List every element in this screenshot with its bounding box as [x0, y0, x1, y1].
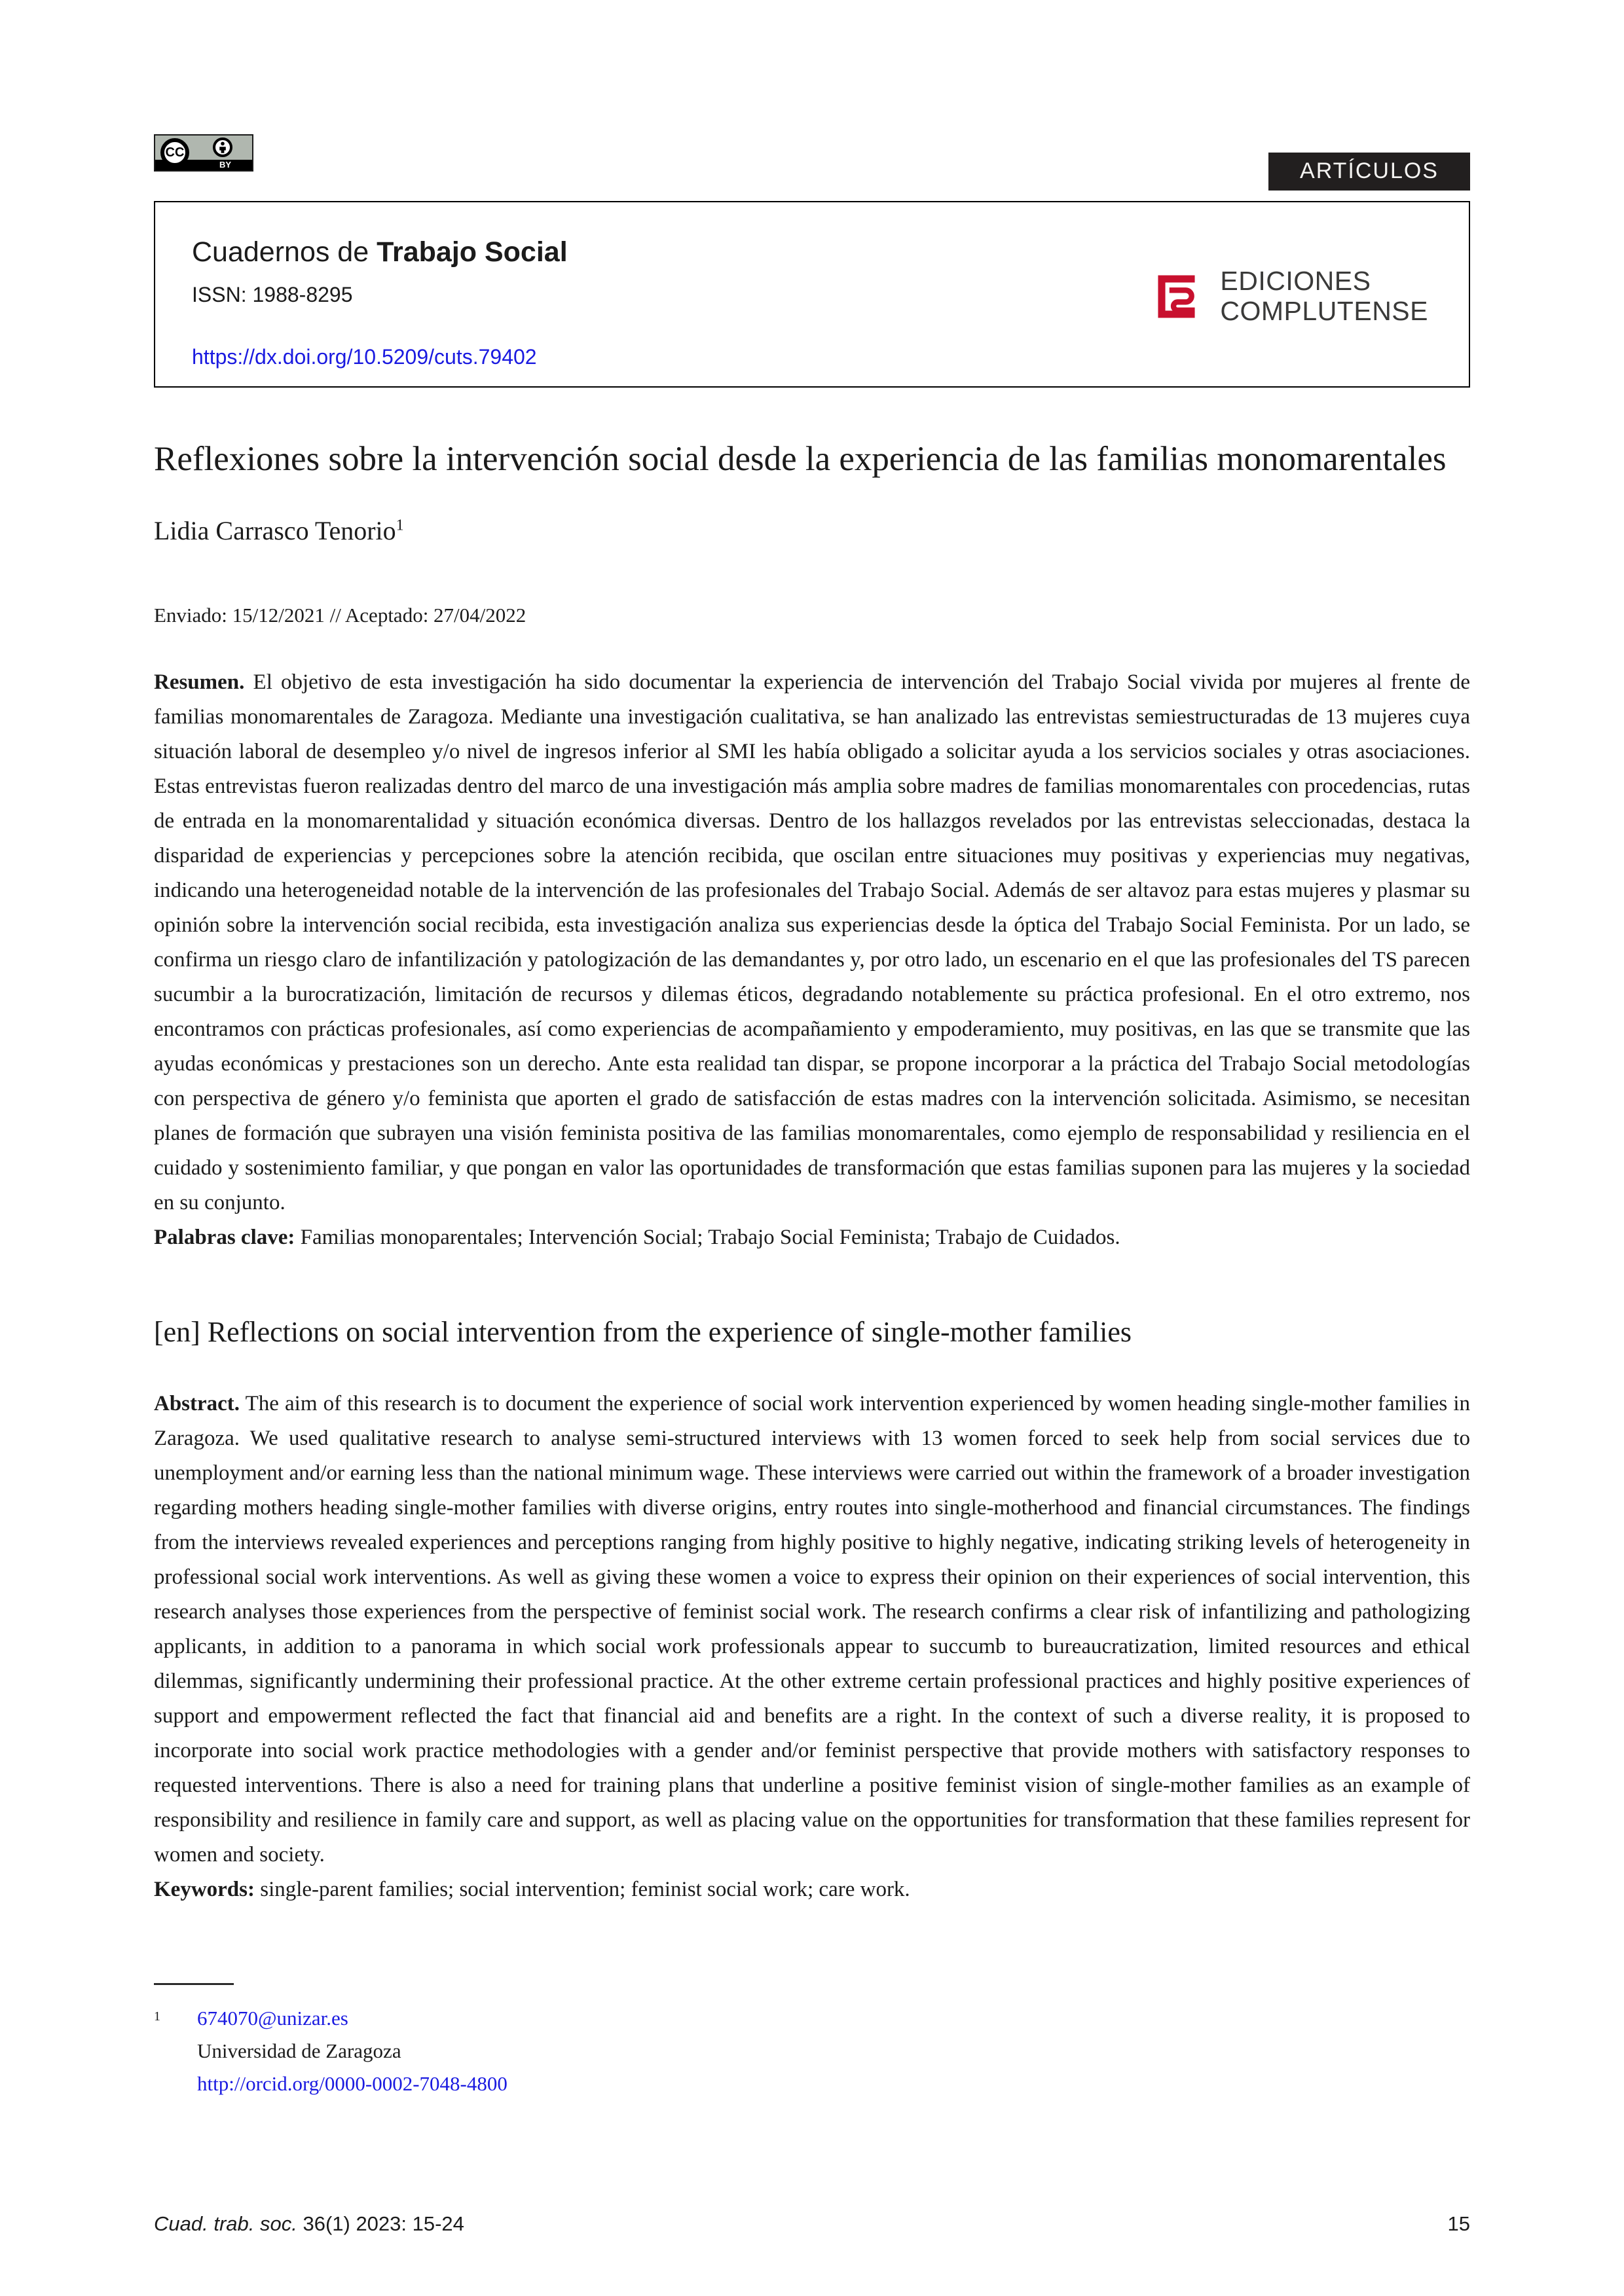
palabras-clave-label: Palabras clave:	[154, 1226, 295, 1250]
footnote-marker: 1	[154, 2009, 160, 2024]
journal-title-name: Trabajo Social	[377, 236, 568, 268]
publisher-name	[1220, 266, 1428, 327]
publisher-block	[1156, 266, 1428, 327]
cc-icon: CC	[160, 138, 189, 167]
author-name: Lidia Carrasco Tenorio	[154, 516, 396, 546]
ediciones-complutense-logo-icon	[1156, 273, 1203, 320]
top-badges-row	[154, 134, 1470, 183]
article-title-es: Reflexiones sobre la intervención social desde la experiencia de las familias monomarentales	[154, 440, 1447, 478]
journal-citation-volume: 36(1) 2023: 15-24	[297, 2212, 464, 2235]
person-icon	[213, 137, 232, 157]
author-line	[154, 515, 1470, 546]
resumen-paragraph	[154, 665, 1470, 1220]
keywords-text: single-parent families; social intervention; feminist social work; care work.	[254, 1878, 910, 1902]
article-title-en: [en] Reflections on social intervention from the experience of single-mother families	[154, 1316, 1132, 1349]
footnote-divider	[154, 1983, 234, 1985]
abstract-text: The aim of this research is to document the experience of social work intervention experienced by women heading single-mother families in Zaragoza. We used qualitative research to analyse semi-structured interviews with 13 women forced to seek help from social services due to unemployment and/or earning less than the national minimum wage. These interviews were carried out within the framework of a broader investigation regarding mothers heading single-mother families with diverse origins, entry routes into single-motherhood and financial circumstances. The findings from the interviews revealed experiences and perceptions ranging from highly positive to highly negative, indicating striking levels of heterogeneity in professional social work interventions. As well as giving these women a voice to express their opinion on their experiences of social intervention, this research analyses those experiences from the perspective of feminist social work. The research confirms a clear risk of infantilizing and pathologizing applicants, in addition to a panorama in which social work professionals appear to succumb to bureaucratization, limited resources and ethical dilemmas, significantly undermining their professional practice. At the other extreme certain professional practices and highly positive experiences of support and empowerment reflected the fact that financial aid and benefits are a right. In the context of such a diverse reality, it is proposed to incorporate into social work practice methodologies with a gender and/or feminist perspective that provide mothers with satisfactory responses to requested interventions. There is also a need for training plans that underline a positive feminist vision of single-mother families as an example of responsibility and resilience in family care and support, as well as placing value on the opportunities for transformation that these families represent for women and society.	[154, 1392, 1470, 1867]
publisher-name-line2: COMPLUTENSE	[1220, 295, 1428, 326]
author-orcid-link[interactable]: http://orcid.org/0000-0002-7048-4800	[197, 2072, 507, 2096]
author-affiliation: Universidad de Zaragoza	[197, 2039, 401, 2063]
cc-by-label: BY	[219, 160, 232, 170]
page-number: 15	[1447, 2212, 1470, 2235]
author-email-link[interactable]: 674070@unizar.es	[197, 2007, 348, 2030]
author-footnote-marker: 1	[396, 517, 404, 534]
journal-citation	[154, 2212, 464, 2236]
journal-title	[192, 236, 1430, 268]
palabras-clave-line	[154, 1220, 1470, 1255]
footnote-block	[154, 2002, 1470, 2100]
keywords-line	[154, 1872, 1470, 1907]
keywords-label: Keywords:	[154, 1878, 255, 1902]
abstract-paragraph	[154, 1387, 1470, 1872]
resumen-label: Resumen.	[154, 670, 245, 695]
person-icon-glyph	[217, 141, 228, 153]
palabras-clave-text: Familias monoparentales; Intervención Social; Trabajo Social Feminista; Trabajo de Cuidados.	[295, 1226, 1120, 1250]
page-footer	[154, 2212, 1470, 2236]
articles-section-badge: ARTÍCULOS	[1268, 153, 1470, 191]
abstract-label: Abstract.	[154, 1392, 240, 1416]
journal-header-box	[154, 201, 1470, 388]
publisher-name-line1: EDICIONES	[1220, 266, 1371, 296]
doi-link[interactable]: https://dx.doi.org/10.5209/cuts.79402	[192, 345, 537, 369]
submission-dates: Enviado: 15/12/2021 // Aceptado: 27/04/2022	[154, 604, 526, 627]
journal-citation-abbrev: Cuad. trab. soc.	[154, 2212, 297, 2235]
resumen-text: El objetivo de esta investigación ha sido documentar la experiencia de intervención del Trabajo Social vivida por mujeres al frente de familias monomarentales de Zaragoza. Mediante una investigación cualitativa, se han analizado las entrevistas semiestructuradas de 13 mujeres cuya situación laboral de desempleo y/o nivel de ingresos inferior al SMI les había obligado a solicitar ayuda a los servicios sociales y otras asociaciones. Estas entrevistas fueron realizadas dentro del marco de una investigación más amplia sobre madres de familias monomarentales con procedencias, rutas de entrada en la monomarentalidad y situación económica diversas. Dentro de los hallazgos revelados por las entrevistas seleccionadas, destaca la disparidad de experiencias y percepciones sobre la atención recibida, que oscilan entre situaciones muy positivas y experiencias muy negativas, indicando una heterogeneidad notable de la intervención de las profesionales del Trabajo Social. Además de ser altavoz para estas mujeres y plasmar su opinión sobre la intervención social recibida, esta investigación analiza sus experiencias desde la óptica del Trabajo Social Feminista. Por un lado, se confirma un riesgo claro de infantilización y patologización de las demandantes y, por otro lado, un escenario en el que las profesionales del TS parecen sucumbir a la burocratización, limitación de recursos y dilemas éticos, degradando notablemente su práctica profesional. En el otro extremo, nos encontramos con prácticas profesionales, así como experiencias de acompañamiento y empoderamiento, muy positivas, en las que se transmite que las ayudas económicas y prestaciones son un derecho. Ante esta realidad tan dispar, se propone incorporar a la práctica del Trabajo Social metodologías con perspectiva de género y/o feminista que aporten el grado de satisfacción de estas madres con la intervención solicitada. Asimismo, se necesitan planes de formación que subrayen una visión feminista positiva de las familias monomarentales, como ejemplo de responsabilidad y resiliencia en el cuidado y sostenimiento familiar, y que pongan en valor las oportunidades de transformación que estas familias suponen para las mujeres y la sociedad en su conjunto.	[154, 670, 1470, 1215]
journal-title-prefix: Cuadernos de	[192, 236, 377, 268]
cc-by-license-badge	[154, 134, 253, 172]
journal-issn: ISSN: 1988-8295	[192, 283, 353, 306]
